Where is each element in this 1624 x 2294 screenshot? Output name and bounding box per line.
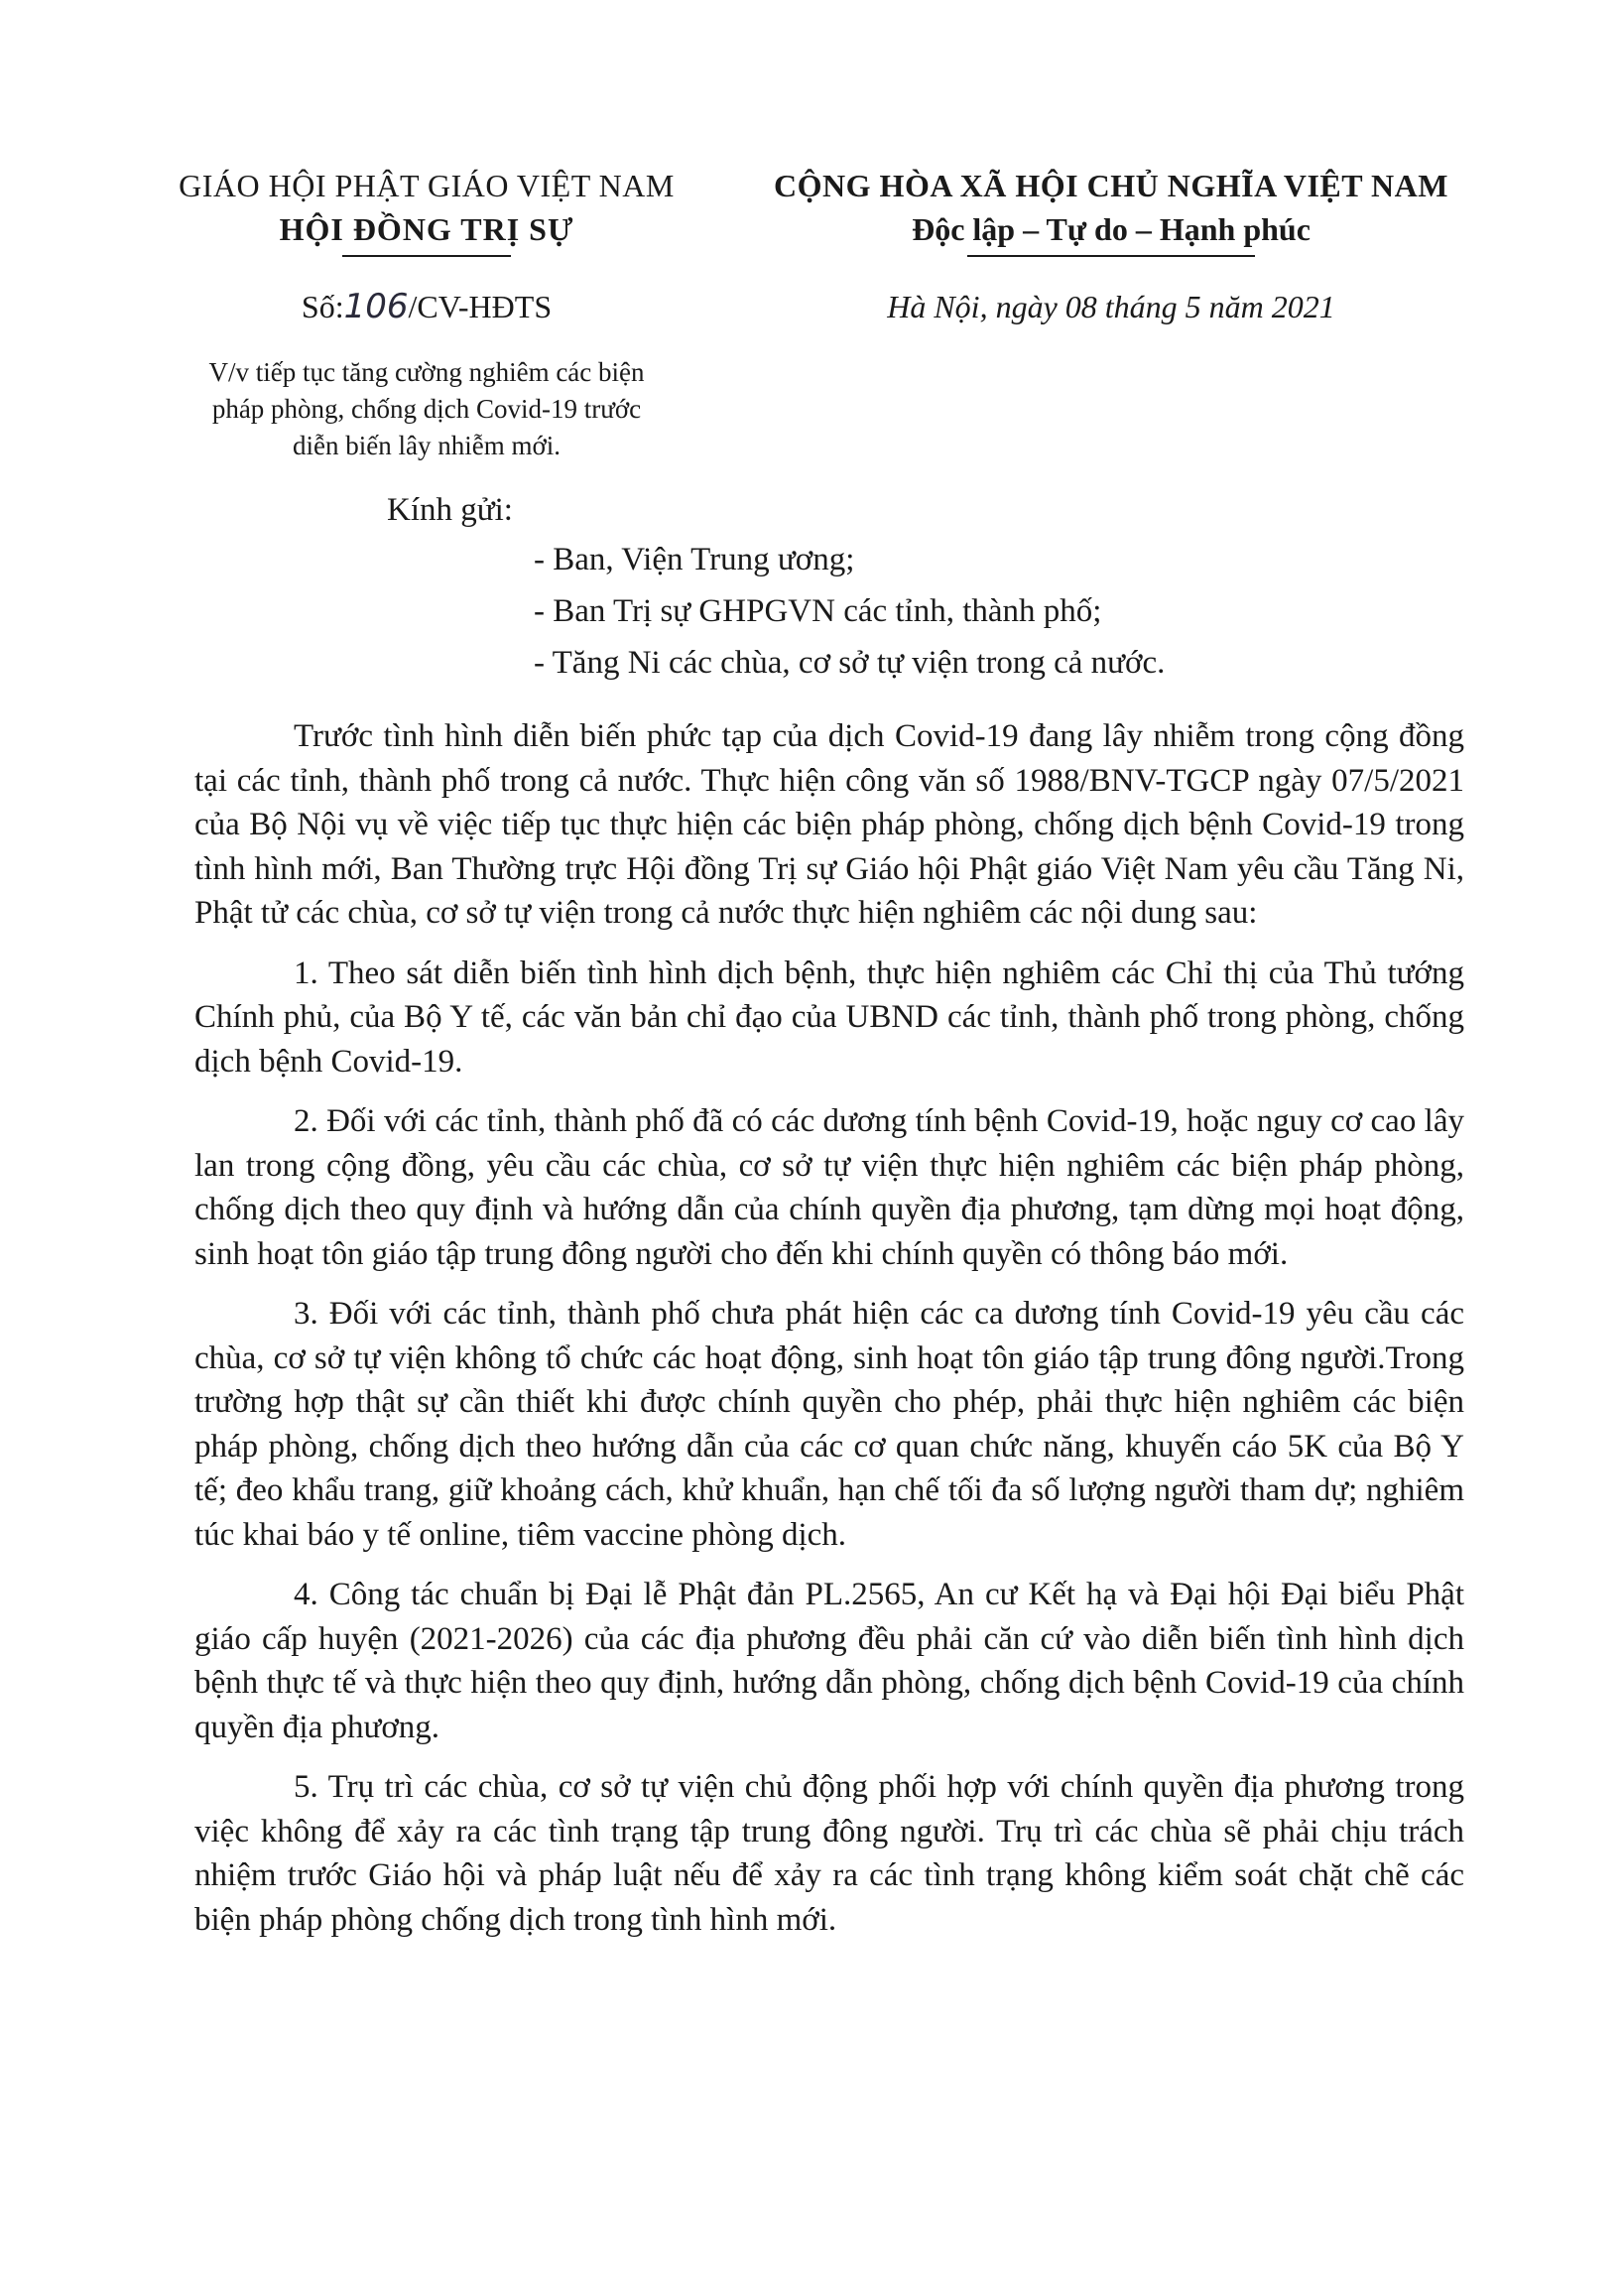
document-body <box>194 714 1464 1958</box>
recipient-item: - Ban Trị sự GHPGVN các tỉnh, thành phố; <box>534 593 1102 629</box>
item-1-paragraph: 1. Theo sát diễn biến tình hình dịch bệnh, thực hiện nghiêm các Chỉ thị của Thủ tướng Chính phủ, của Bộ Y tế, các văn bản chỉ đạo của UBND các tỉnh, thành phố trong phòng, chống dịch bệnh Covid-19. <box>194 955 1464 1080</box>
organization-name: GIÁO HỘI PHẬT GIÁO VIỆT NAM <box>179 168 675 203</box>
greeting: Kính gửi: <box>387 492 513 528</box>
issuer-underline <box>342 255 511 257</box>
doc-number-prefix: Số: <box>301 289 344 324</box>
item-5-paragraph: 5. Trụ trì các chùa, cơ sở tự viện chủ động phối hợp với chính quyền địa phương trong việc không để xảy ra các tình trạng tập trung đông người. Trụ trì các chùa sẽ phải chịu trách nhiệm trước Giáo hội và pháp luật nếu để xảy ra các tình trạng không kiểm soát chặt chẽ các biện pháp phòng chống dịch trong tình hình mới. <box>194 1769 1464 1938</box>
recipient-item: - Tăng Ni các chùa, cơ sở tự viện trong cả nước. <box>534 645 1166 681</box>
subject-line-3: diễn biến lây nhiễm mới. <box>293 431 561 460</box>
council-name: HỘI ĐỒNG TRỊ SỰ <box>279 211 574 247</box>
item-4-paragraph: 4. Công tác chuẩn bị Đại lễ Phật đản PL.2565, An cư Kết hạ và Đại hội Đại biểu Phật giáo cấp huyện (2021-2026) của các địa phương đều phải căn cứ vào diễn biến tình hình dịch bệnh thực tế và thực hiện theo quy định, hướng dẫn phòng, chống dịch bệnh Covid-19 của chính quyền địa phương. <box>194 1577 1464 1745</box>
intro-paragraph: Trước tình hình diễn biến phức tạp của dịch Covid-19 đang lây nhiễm trong cộng đồng tại các tỉnh, thành phố trong cả nước. Thực hiện công văn số 1988/BNV-TGCP ngày 07/5/2021 của Bộ Nội vụ về việc tiếp tục thực hiện các biện pháp phòng, chống dịch bệnh Covid-19 trong tình hình mới, Ban Thường trực Hội đồng Trị sự Giáo hội Phật giáo Việt Nam yêu cầu Tăng Ni, Phật tử các chùa, cơ sở tự viện trong cả nước thực hiện nghiêm các nội dung sau: <box>194 718 1464 931</box>
subject-line-1: V/v tiếp tục tăng cường nghiêm các biện <box>208 357 645 387</box>
nation-name: CỘNG HÒA XÃ HỘI CHỦ NGHĨA VIỆT NAM <box>774 168 1448 203</box>
doc-number-suffix: /CV-HĐTS <box>408 289 553 324</box>
place-date: Hà Nội, ngày 08 tháng 5 năm 2021 <box>887 289 1335 324</box>
national-header <box>754 164 1468 328</box>
national-motto: Độc lập – Tự do – Hạnh phúc <box>912 211 1311 247</box>
motto-underline <box>967 255 1255 257</box>
doc-number-handwritten: 106 <box>343 287 409 326</box>
item-3-paragraph: 3. Đối với các tỉnh, thành phố chưa phát hiện các ca dương tính Covid-19 yêu cầu các chùa, cơ sở tự viện không tổ chức các hoạt động, sinh hoạt tôn giáo tập trung đông người.Trong trường hợp thật sự cần thiết khi được chính quyền cho phép, phải thực hiện nghiêm các biện pháp phòng, chống dịch theo hướng dẫn của các cơ quan chức năng, khuyến cáo 5K của Bộ Y tế; đeo khẩu trang, giữ khoảng cách, khử khuẩn, hạn chế tối đa số lượng người tham dự; nghiêm túc khai báo y tế online, tiêm vaccine phòng dịch. <box>194 1296 1464 1553</box>
subject-line-2: pháp phòng, chống dịch Covid-19 trước <box>211 394 642 424</box>
item-2-paragraph: 2. Đối với các tỉnh, thành phố đã có các dương tính bệnh Covid-19, hoặc nguy cơ cao lây lan trong cộng đồng, yêu cầu các chùa, cơ sở tự viện thực hiện nghiêm các biện pháp phòng, chống dịch theo quy định và hướng dẫn của chính quyền địa phương, tạm dừng mọi hoạt động, sinh hoạt tôn giáo tập trung đông người cho đến khi chính quyền có thông báo mới. <box>194 1103 1464 1272</box>
recipient-list <box>534 534 1165 689</box>
subject-line <box>149 354 704 464</box>
document-number <box>149 285 704 328</box>
recipient-item: - Ban, Viện Trung ương; <box>534 542 855 577</box>
issuer-block <box>149 164 704 464</box>
